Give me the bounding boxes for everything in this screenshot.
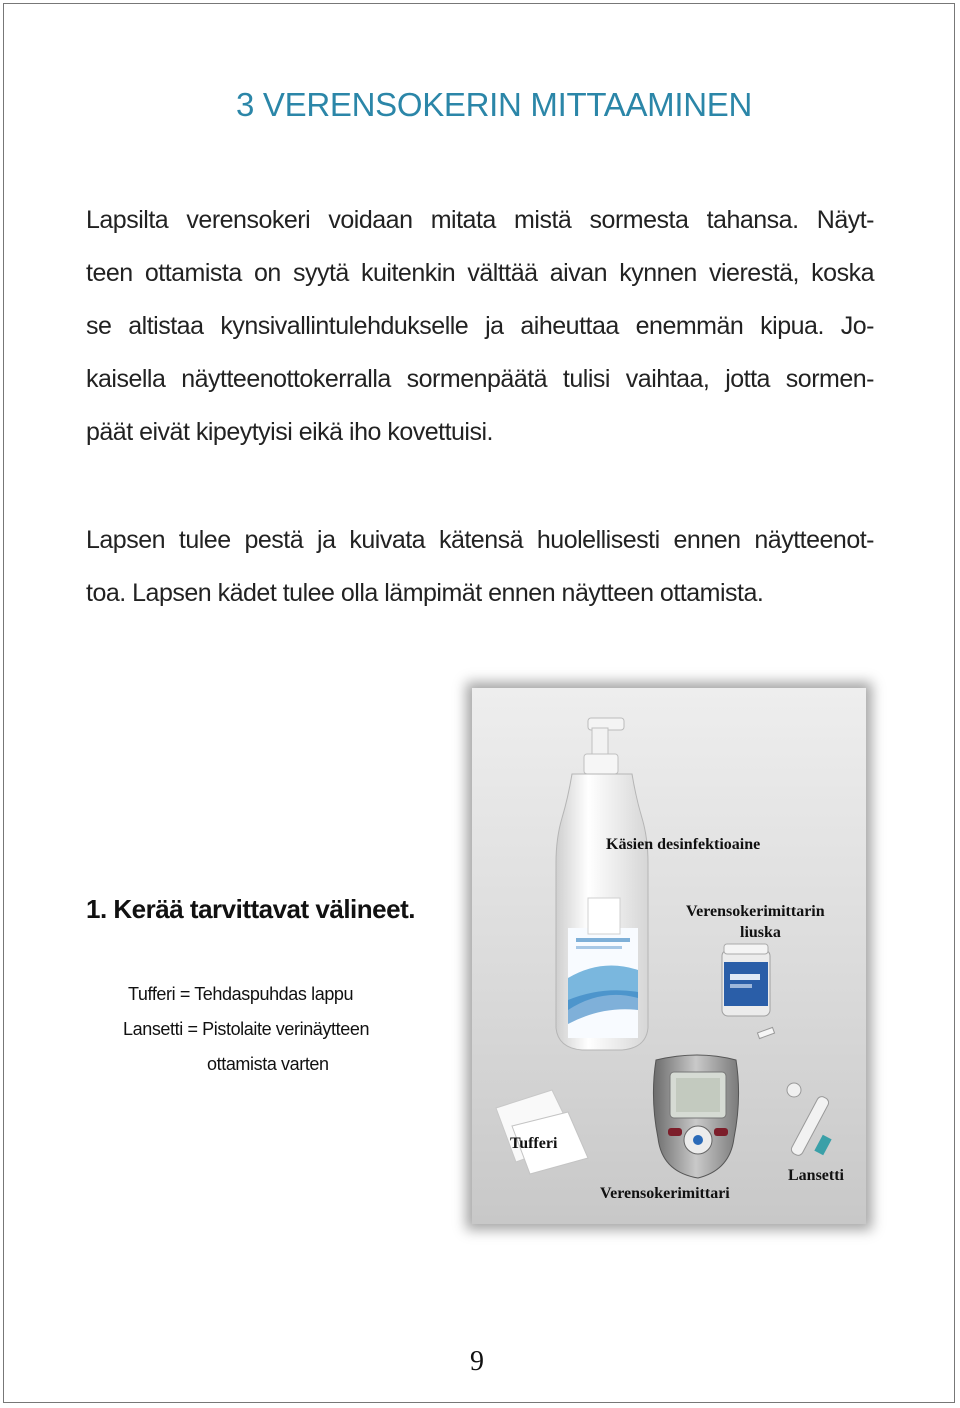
step-title: 1. Kerää tarvittavat välineet. [86, 894, 415, 924]
paragraph-1 [86, 194, 874, 459]
paragraph-line: se altistaa kynsivallintulehdukselle ja aiheuttaa enemmän kipua. Jo- [86, 312, 874, 340]
paragraph-line: kaisella näytteenottokerralla sormenpäätä tulisi vaihtaa, jotta sormen- [86, 365, 874, 393]
paragraph-line: teen ottamista on syytä kuitenkin välttää aivan kynnen vierestä, koska [86, 259, 874, 287]
label-disinfectant: Käsien desinfektioaine [606, 836, 761, 853]
paragraph-2 [86, 514, 874, 620]
paragraph-line: Lapsilta verensokeri voidaan mitata mistä sormesta tahansa. Näyt- [86, 206, 874, 234]
label-lansetti: Lansetti [788, 1167, 844, 1184]
page-heading: 3 VERENSOKERIN MITTAAMINEN [236, 86, 752, 123]
label-tufferi: Tufferi [510, 1135, 558, 1152]
equipment-photo [472, 688, 866, 1224]
note-tufferi: Tufferi = Tehdaspuhdas lappu [128, 984, 354, 1004]
paragraph-line: toa. Lapsen kädet tulee olla lämpimät ennen näytteen ottamista. [86, 579, 764, 607]
label-strip-line-2: liuska [740, 924, 781, 941]
note-lansetti-line-2: ottamista varten [207, 1054, 329, 1074]
paragraph-line: päät eivät kipeytyisi eikä iho kovettuisi. [86, 418, 493, 446]
note-lansetti-line-1: Lansetti = Pistolaite verinäytteen [123, 1019, 370, 1039]
label-strip-line-1: Verensokerimittarin [686, 903, 825, 920]
paragraph-line: Lapsen tulee pestä ja kuivata kätensä huolellisesti ennen näytteenot- [86, 526, 874, 554]
page-number: 9 [470, 1346, 484, 1377]
label-meter: Verensokerimittari [600, 1185, 730, 1202]
